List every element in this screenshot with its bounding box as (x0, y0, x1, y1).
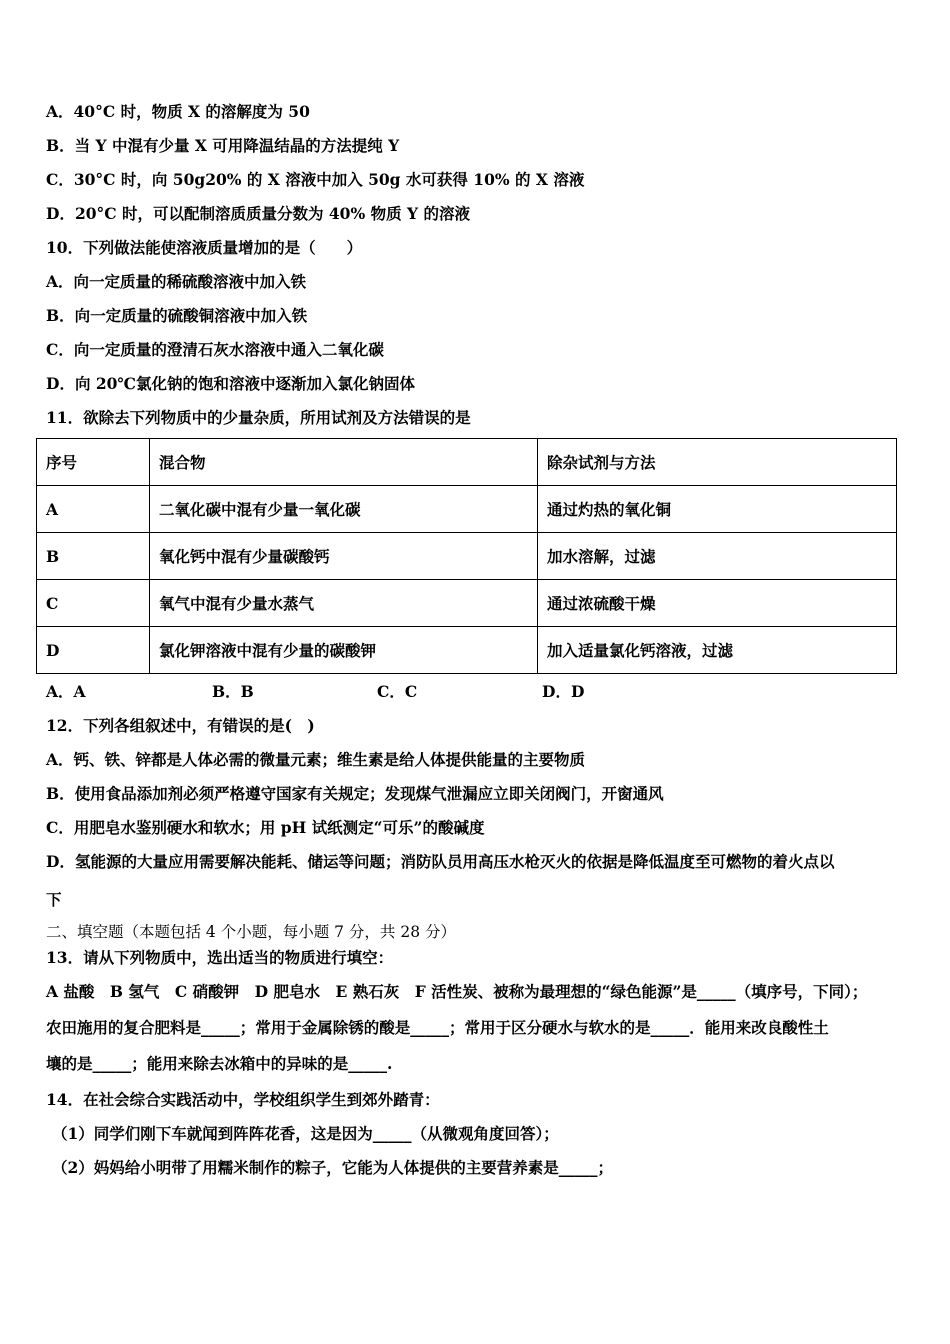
q11-option-d: D．D (542, 682, 585, 701)
q13-stem: 13．请从下列物质中，选出适当的物质进行填空： (46, 948, 394, 967)
table-cell: 氯化钾溶液中混有少量的碳酸钾 (150, 627, 538, 674)
table-row (37, 486, 897, 533)
table-header-cell: 序号 (37, 439, 150, 486)
q13-line1: A 盐酸 B 氢气 C 硝酸钾 D 肥皂水 E 熟石灰 F 活性炭、被称为最理想的“绿色能源”是_____（填序号，下同）； (46, 982, 868, 1001)
q14-part2: （2）妈妈给小明带了用糯米制作的粽子，它能为人体提供的主要营养素是_____； (52, 1158, 614, 1177)
table-cell: 通过灼热的氧化铜 (538, 486, 897, 533)
table-cell: B (37, 533, 150, 580)
q11-table (36, 438, 897, 674)
q10-stem: 10．下列做法能使溶液质量增加的是（ ） (46, 238, 363, 257)
table-row (37, 580, 897, 627)
q11-option-a: A．A (46, 682, 86, 701)
table-row (37, 627, 897, 674)
q12-option-a: A．钙、铁、锌都是人体必需的微量元素；维生素是给人体提供能量的主要物质 (46, 750, 586, 769)
q10-option-b: B．向一定质量的硫酸铜溶液中加入铁 (46, 306, 308, 325)
table-cell: C (37, 580, 150, 627)
q12-option-d-line2: 下 (46, 890, 62, 909)
q12-option-c: C．用肥皂水鉴别硬水和软水；用 pH 试纸测定“可乐”的酸碱度 (46, 818, 485, 837)
q9-option-d: D．20°C 时，可以配制溶质质量分数为 40% 物质 Y 的溶液 (46, 204, 470, 223)
q14-stem: 14．在社会综合实践活动中，学校组织学生到郊外踏青： (46, 1090, 440, 1109)
table-cell: D (37, 627, 150, 674)
q13-line3: 壤的是_____；能用来除去冰箱中的异味的是_____. (46, 1054, 393, 1073)
q11-stem: 11．欲除去下列物质中的少量杂质，所用试剂及方法错误的是 (46, 408, 471, 427)
table-cell: 二氧化碳中混有少量一氧化碳 (150, 486, 538, 533)
q10-option-a: A．向一定质量的稀硫酸溶液中加入铁 (46, 272, 307, 291)
table-header-row (37, 439, 897, 486)
q12-option-d-line1: D．氢能源的大量应用需要解决能耗、储运等问题；消防队员用高压水枪灭火的依据是降低温度至可燃物的着火点以 (46, 852, 835, 871)
q11-option-c: C．C (377, 682, 418, 701)
table-cell: 加入适量氯化钙溶液，过滤 (538, 627, 897, 674)
table-cell: 氧气中混有少量水蒸气 (150, 580, 538, 627)
table-cell: 通过浓硫酸干燥 (538, 580, 897, 627)
q14-part1: （1）同学们刚下车就闻到阵阵花香，这是因为_____（从微观角度回答）； (52, 1124, 559, 1143)
table-header-cell: 混合物 (150, 439, 538, 486)
q9-option-c: C．30°C 时，向 50g20% 的 X 溶液中加入 50g 水可获得 10% 的 X 溶液 (46, 170, 585, 189)
q10-option-c: C．向一定质量的澄清石灰水溶液中通入二氧化碳 (46, 340, 384, 359)
table-row (37, 533, 897, 580)
q10-option-d: D．向 20℃氯化钠的饱和溶液中逐渐加入氯化钠固体 (46, 374, 415, 393)
q9-option-a: A．40°C 时，物质 X 的溶解度为 50 (46, 102, 310, 121)
section-title: 二、填空题（本题包括 4 个小题，每小题 7 分，共 28 分） (46, 923, 457, 941)
table-cell: 氧化钙中混有少量碳酸钙 (150, 533, 538, 580)
q12-option-b: B．使用食品添加剂必须严格遵守国家有关规定；发现煤气泄漏应立即关闭阀门，开窗通风 (46, 784, 664, 803)
q11-option-b: B．B (212, 682, 254, 701)
q9-option-b: B．当 Y 中混有少量 X 可用降温结晶的方法提纯 Y (46, 136, 400, 155)
table-cell: 加水溶解，过滤 (538, 533, 897, 580)
q13-line2: 农田施用的复合肥料是_____；常用于金属除锈的酸是_____；常用于区分硬水与软水的是_____．能用来改良酸性土 (46, 1018, 829, 1037)
table-header-cell: 除杂试剂与方法 (538, 439, 897, 486)
q12-stem: 12．下列各组叙述中，有错误的是( ) (46, 716, 315, 735)
table-cell: A (37, 486, 150, 533)
